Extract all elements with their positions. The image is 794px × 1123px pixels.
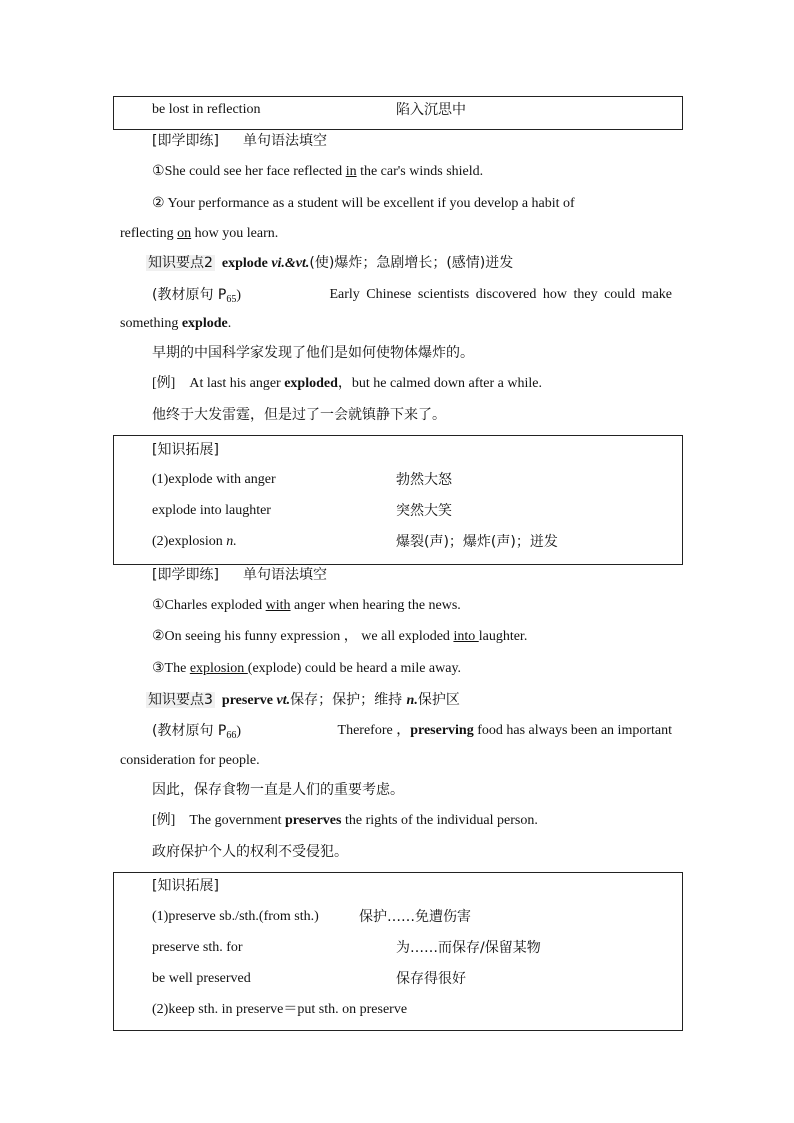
answer-into: into xyxy=(453,629,479,644)
expansion-row-1-en: (1)explode with anger xyxy=(152,472,276,487)
expansion-row-3-en: (2)explosion n. xyxy=(152,534,237,549)
practice2-title: 单句语法填空 xyxy=(243,567,327,583)
expansion3-row-3-cn: 保存得很好 xyxy=(396,971,466,987)
expansion3-head: [知识拓展] xyxy=(152,878,219,894)
practice2-label: [即学即练] xyxy=(152,567,219,583)
practice-label: [即学即练] xyxy=(152,133,219,149)
practice-q1: ①She could see her face reflected in the car's winds shield. xyxy=(152,164,484,179)
kp2-example: [例] At last his anger exploded，but he calmed down after a while. xyxy=(152,376,542,391)
kp2-translation: 早期的中国科学家发现了他们是如何使物体爆炸的。 xyxy=(152,345,474,361)
expansion-box-explode xyxy=(113,435,683,565)
kp3-translation: 因此，保存食物一直是人们的重要考虑。 xyxy=(152,782,404,798)
kp2-source-line2: something explode. xyxy=(120,316,232,331)
kp3-example-cn: 政府保护个人的权利不受侵犯。 xyxy=(152,844,348,860)
expansion-row-2-cn: 突然大笑 xyxy=(396,503,452,519)
phrase-cn: 陷入沉思中 xyxy=(396,102,466,118)
kp3-source-line2: consideration for people. xyxy=(120,753,260,768)
answer-explosion: explosion xyxy=(189,661,248,676)
expansion3-row-3-en: be well preserved xyxy=(152,971,251,986)
kp3-heading: 知识要点3 preserve vt.保存；保护；维持 n.保护区 xyxy=(148,692,460,708)
practice-q2-line2: reflecting on how you learn. xyxy=(120,226,279,241)
expansion3-row-1-en: (1)preserve sb./sth.(from sth.) xyxy=(152,909,319,924)
kp2-source-line1: (教材原句 $P_{65}$) Early Chinese scientists discovered how they could make xyxy=(152,287,672,305)
kp2-example-cn: 他终于大发雷霆，但是过了一会就镇静下来了。 xyxy=(152,407,446,423)
phrase-box-top xyxy=(113,96,683,130)
kp3-source-line1: (教材原句 $P_{66}$) Therefore ，preserving food has always been an important xyxy=(152,723,672,741)
expansion-row-3-cn: 爆裂(声)；爆炸(声)；迸发 xyxy=(396,534,558,550)
expansion3-row-4-en: (2)keep sth. in preserve＝put sth. on preserve xyxy=(152,1002,408,1017)
answer-on: on xyxy=(177,226,192,241)
answer-in: in xyxy=(345,164,357,179)
expansion-row-2-en: explode into laughter xyxy=(152,503,271,518)
expansion3-row-2-en: preserve sth. for xyxy=(152,940,243,955)
expansion-box-preserve xyxy=(113,872,683,1031)
expansion-row-1-cn: 勃然大怒 xyxy=(396,472,452,488)
practice2-q2: ②On seeing his funny expression ， we all exploded into laughter. xyxy=(152,629,528,644)
practice2-q3: ③The explosion (explode) could be heard a mile away. xyxy=(152,661,462,676)
phrase-en: be lost in reflection xyxy=(152,102,261,117)
practice2-q1: ①Charles exploded with anger when hearing the news. xyxy=(152,598,461,613)
practice-q2-line1: ② Your performance as a student will be excellent if you develop a habit of xyxy=(152,196,575,211)
expansion-head: [知识拓展] xyxy=(152,442,219,458)
answer-with: with xyxy=(265,598,291,613)
kp2-heading: 知识要点2 explode vi.&vt.(使)爆炸；急剧增长；(感情)迸发 xyxy=(148,255,514,271)
kp3-example: [例] The government preserves the rights of the individual person. xyxy=(152,813,538,828)
practice-title: 单句语法填空 xyxy=(243,133,327,149)
expansion3-row-2-cn: 为……而保存/保留某物 xyxy=(396,940,541,956)
expansion3-row-1-cn: 保护……免遭伤害 xyxy=(359,909,471,925)
